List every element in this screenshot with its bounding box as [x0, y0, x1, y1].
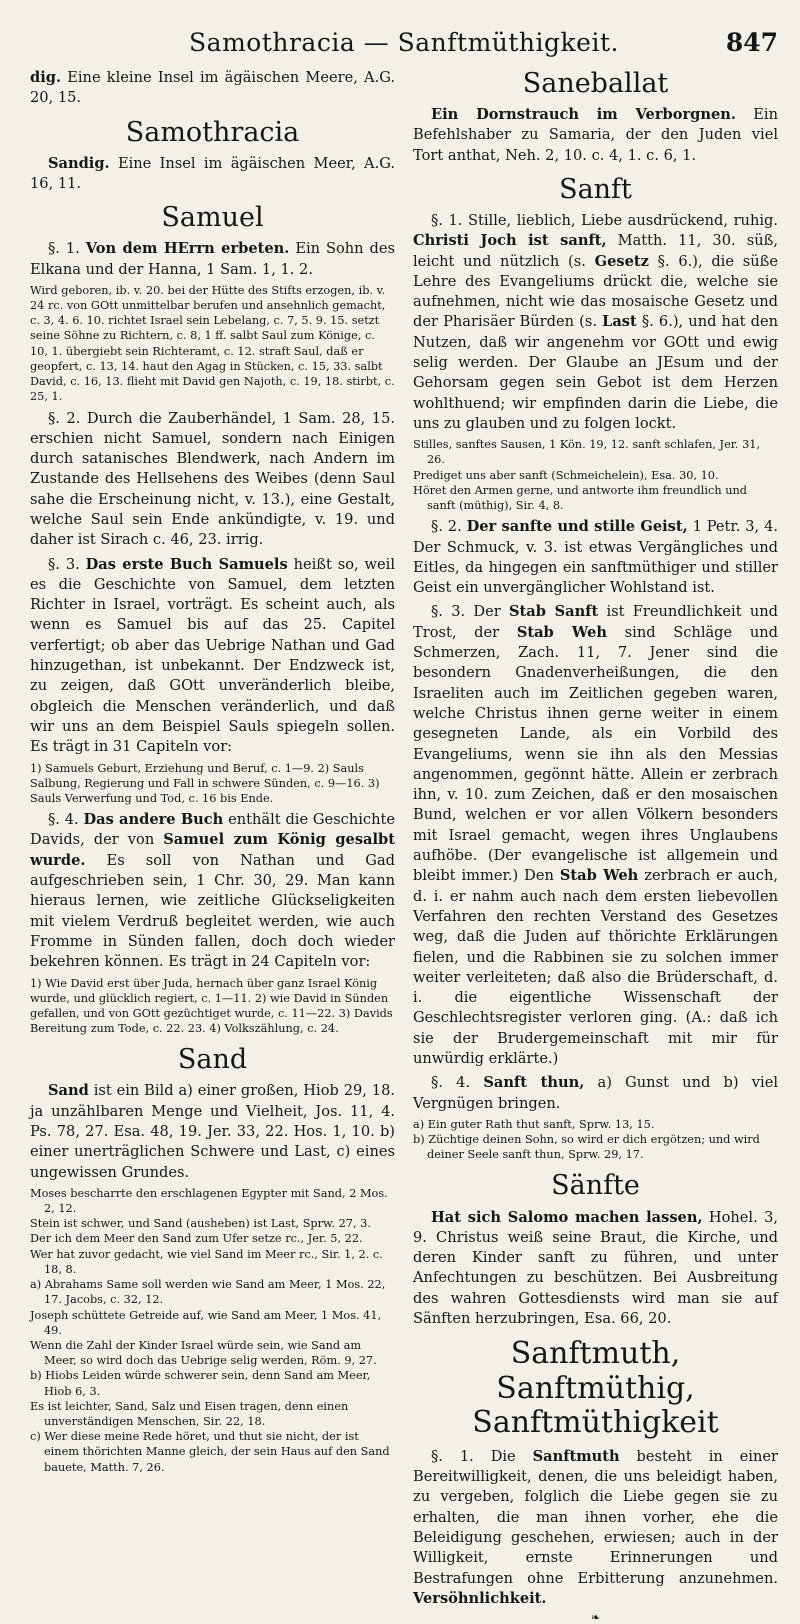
sanft-paragraph-1 [413, 211, 778, 434]
section-number: §. 3. [48, 555, 80, 573]
entry-text: ist Freundlichkeit und Trost, der [413, 603, 778, 641]
note-line: b) Hiobs Leiden würde schwerer sein, denn Sand am Meer, Hiob 6, 3. [30, 1369, 371, 1398]
note-line: Es ist leichter, Sand, Salz und Eisen tragen, denn einen unverständigen Menschen, Sir. 22, 18. [30, 1399, 349, 1428]
samuel-paragraph-4 [30, 810, 395, 972]
entry-keyword: Das andere Buch [83, 811, 224, 829]
entry-keyword: Sand [48, 1082, 89, 1100]
sanft-paragraph-4 [413, 1073, 778, 1114]
entry-text: heißt so, weil es die Geschichte von Samuel, dem letzten Richter in Israel, vorträgt. Es scheint auch, als wenn es Samuel bis auf das 25. Capitel verfertigt; ob aber das Uebrige Nathan und Gad hinzugethan, ist unbekannt. Der Endzweck ist, zu zeigen, daß GOtt unveränderlich bleibe, obgleich die Menschen veränderlich, und daß wir uns an dem Beispiel Sauls spiegeln sollen. Es trägt in 31 Capiteln vor: [30, 555, 396, 756]
samuel-notes-4 [30, 976, 395, 1037]
entry-text: §. 6.), die süße Lehre des Evangeliums drückt die, welche sie aufnehmen, nicht wie das mosaische Gesetz und der Pharisäer Bürden (s. [413, 252, 779, 331]
entry-keyword: Von dem HErrn erbeten. [85, 240, 290, 258]
heading-sanft: Sanft [559, 173, 632, 205]
entry-text: enthält die Geschichte Davids, der von [30, 811, 395, 849]
samuel-paragraph-2: §. 2. Durch die Zauberhändel, 1 Sam. 28, 15. erschien nicht Samuel, sondern nach Einigen durch satanisches Blendwerk, nach Andern im Zustande des Hellsehens des Weibes (denn Saul sahe die Erscheinung nicht, v. 13.), eine Gestalt, welche Saul sein Ende ankündigte, v. 19. und daher ist Sirach c. 46, 23. irrig. [30, 409, 395, 549]
entry-keyword: Christi Joch ist sanft, [413, 232, 607, 250]
entry-keyword: Hat sich Salomo machen lassen, [431, 1208, 703, 1226]
note-line: 1) Wie David erst über Juda, hernach über ganz Israel König wurde, und glücklich regiert, c. 1—11. 2) wie David in Sünden gefallen, und von GOtt gezüchtiget wurde, c. 11—22. 3) Davids Bereitung zum Tode, c. 22. 23. 4) Volkszählung, c. 24. [30, 976, 393, 1036]
heading-saneballat: Saneballat [522, 68, 669, 99]
heading-line: Sanftmuth, Sanftmüthig, [496, 1336, 695, 1406]
samuel-paragraph-3 [30, 555, 395, 758]
section-number: §. 4. [48, 811, 79, 829]
cross-reference: Last [602, 313, 637, 331]
entry-keyword: Stab Sanft [508, 603, 599, 621]
entry-text: Die [473, 1447, 533, 1465]
entry-text: Eine kleine Insel im ägäischen Meere, A.G. 20, 15. [30, 69, 395, 107]
cross-reference: Gesetz [594, 252, 649, 270]
entry-text: Ein Sohn des Elkana und der Hanna, 1 Sam. 1, 1. 2. [30, 240, 396, 278]
page-number: 847 [725, 28, 778, 57]
note-line: Stilles, sanftes Sausen, 1 Kön. 19, 12. sanft schlafen, Jer. 31, 26. [413, 438, 761, 467]
samuel-notes-3 [30, 761, 395, 807]
sanft-notes-4 [413, 1117, 778, 1163]
note-line: c) Wer diese meine Rede höret, und thut sie nicht, der ist einem thörichten Manne gleich, der sein Haus auf den Sand bauete, Matth. 7, 26. [30, 1430, 390, 1474]
left-column [30, 68, 395, 1624]
carryover-entry [30, 68, 395, 109]
sanft-paragraph-3 [413, 602, 778, 1069]
entry-text: zerbrach er auch, d. i. er nahm auch nach dem ersten liebevollen Verfahren den rechten Verstand des Gesetzes weg, daß die Juden auf thörichte Erklärungen fielen, und die Rabbinen sie zu solchen immer weiter verleiteten; daß also die Brüderschaft, d. i. die eigentliche Wissenschaft der Geschlechtsregister verloren ging. (A.: daß ich sie der Brudergemeinschaft mit mir für unwürdig erklärte.) [413, 867, 779, 1067]
entry-keyword: Versöhnlichkeit. [413, 1589, 547, 1607]
entry-text: Matth. 11, 30. süß, leicht und nützlich (s. [413, 232, 778, 270]
entry-keyword: Ein Dornstrauch im Verborgnen. [431, 106, 736, 124]
entry-keyword: Stab Weh [559, 867, 639, 885]
entry-keyword: Sanft thun, [483, 1074, 585, 1092]
entry-text: a) Gunst und b) viel Vergnügen bringen. [413, 1074, 779, 1112]
entry-keyword: Sandig. [48, 154, 110, 172]
note-line: 1) Samuels Geburt, Erziehung und Beruf, c. 1—9. 2) Sauls Salbung, Regierung und Fall in schwere Sünden, c. 9—16. 3) Sauls Verwerfung und Tod, c. 16 bis Ende. [30, 761, 380, 805]
note-line: Prediget uns aber sanft (Schmeichelein), Esa. 30, 10. [413, 468, 719, 482]
entry-keyword: Stab Weh [516, 623, 607, 641]
section-number: §. 1. [431, 211, 463, 229]
entry-keyword: Das erste Buch Samuels [85, 555, 288, 573]
sand-paragraph [30, 1081, 395, 1182]
section-number: §. 1. [431, 1447, 474, 1465]
entry-text: Hohel. 3, 9. Christus weiß seine Braut, die Kirche, und deren Kinder sanft zu führen, und unter Anfechtungen zu beschützen. Bei Ausbreitung des wahren Gottesdiensts wird man sie auf Sänften herzubringen, Esa. 66, 20. [413, 1208, 778, 1328]
sanft-paragraph-2 [413, 517, 778, 598]
entry-text: Es soll von Nathan und Gad aufgeschrieben sein, 1 Chr. 30, 29. Man kann hieraus lernen, wie zeitliche Glückseligkeiten mit vielem Verdruß begleitet werden, wie auch Fromme in Sünden fallen, doch doch wieder bekehren können. Es trägt in 24 Capiteln vor: [30, 851, 395, 971]
heading-samothracia: Samothracia [125, 116, 300, 148]
samuel-paragraph-1 [30, 239, 395, 280]
note-line: Stein ist schwer, und Sand (ausheben) ist Last, Sprw. 27, 3. [30, 1217, 371, 1231]
entry-text: Eine Insel im ägäischen Meer, A.G. 16, 11. [30, 154, 395, 192]
entry-text: Stille, lieblich, Liebe ausdrückend, ruhig. [462, 211, 779, 229]
section-number: §. 4. [431, 1074, 471, 1092]
entry-keyword: Samuel zum König gesalbt wurde. [30, 831, 395, 869]
two-column-body [30, 68, 778, 1624]
entry-keyword: Der sanfte und stille Geist, [466, 518, 688, 536]
entry-text: §. 6.), und hat den Nutzen, daß wir angenehm vor GOtt und ewig selig werden. Der Glaube an JEsum und der Gehorsam gegen sein Gebot ist dem Herzen wohlthuend; wir empfinden darin die Liebe, die uns zu glauben und zu folgen lockt. [413, 313, 778, 432]
right-column [413, 68, 778, 1624]
samothracia-entry [30, 154, 395, 195]
running-title: Samothracia — Sanftmüthigkeit. [189, 28, 619, 57]
entry-keyword: Sanftmuth [532, 1447, 620, 1465]
saenfte-entry [413, 1208, 778, 1330]
note-line: Wenn die Zahl der Kinder Israel würde sein, wie Sand am Meer, so wird doch das Uebrige selig werden, Röm. 9, 27. [30, 1338, 377, 1368]
sand-notes [30, 1186, 395, 1475]
running-head [30, 28, 778, 68]
section-number: §. 1. [48, 240, 80, 258]
note-line: a) Abrahams Same soll werden wie Sand am Meer, 1 Mos. 22, 17. Jacobs, c. 32, 12. [30, 1278, 386, 1307]
entry-text: Ein Befehlshaber zu Samaria, der den Juden viel Tort anthat, Neh. 2, 10. c. 4, 1. c. 6, 1. [413, 106, 778, 164]
note-line: Der ich dem Meer den Sand zum Ufer setze rc., Jer. 5, 22. [30, 1232, 363, 1246]
section-number: §. 2. [431, 518, 462, 536]
samuel-notes-1 [30, 283, 395, 405]
entry-text: 1 Petr. 3, 4. Der Schmuck, v. 3. ist etwas Vergängliches und Eitles, da hingegen ein sanftmüthiger und stiller Geist ein unvergänglicher Wohlstand ist. [413, 518, 778, 597]
heading-sand: Sand [177, 1044, 248, 1076]
sanft-notes-1 [413, 437, 778, 513]
note-line: Wer hat zuvor gedacht, wie viel Sand im Meer rc., Sir. 1, 2. c. 18, 8. [30, 1247, 383, 1276]
entry-text: Der [465, 603, 509, 621]
note-line: b) Züchtige deinen Sohn, so wird er dich ergötzen; und wird deiner Seele sanft thun, Sprw. 29, 17. [413, 1133, 760, 1162]
entry-text: sind Schläge und Schmerzen, Zach. 11, 7. Jener sind die besondern Gnadenverheißungen, die den Israeliten auch im Zeitlichen gegeben waren, welche Christus ihnen gerne weiter in einem gesegneten Lande, als ein Vorbild des Evangeliums, wenn sie ihn als den Messias angenommen, gegönnt hätte. Allein er zerbrach ihn, v. 10. zum Zeichen, daß er den mosaischen Bund, welchen er vor allen Völkern besonders mit Israel gemacht, wegen ihres Unglaubens aufhöbe. (Der evangelische ist allgemein und bleibt immer.) Den [413, 623, 778, 885]
note-line: Joseph schüttete Getreide auf, wie Sand am Meer, 1 Mos. 41, 49. [30, 1308, 382, 1337]
heading-line: Sanftmüthigkeit [472, 1405, 719, 1441]
note-line: Wird geboren, ib. v. 20. bei der Hütte des Stifts erzogen, ib. v. 24 rc. von GOtt unmittelbar berufen und ansehnlich gemacht, c. 3, 4. 6. 10. richtet Israel sein Lebelang, c. 7, 5. 9. 15. setzt seine Söhne zu Richtern, c. 8, 1 ff. salbt Saul zum Könige, c. 10, 1. übergiebt sein Richteramt, c. 12. straft Saul, daß er geopfert, c. 13, 14. haut den Agag in Stücken, c. 15, 33. salbt David, c. 16, 13. flieht mit David gen Najoth, c. 19, 18. stirbt, c. 25, 1. [30, 283, 395, 404]
section-number: §. 3. [431, 603, 466, 621]
note-line: Moses bescharrte den erschlagenen Egypter mit Sand, 2 Mos. 2, 12. [30, 1186, 388, 1216]
entry-keyword: dig. [30, 69, 62, 86]
sanftmuth-paragraph-1 [413, 1447, 778, 1609]
entry-text: besteht in einer Bereitwilligkeit, denen, die uns beleidigt haben, zu vergeben, folglich die Liebe gegen sie zu erhalten, die man ihnen vorher, ehe die Beleidigung geschehen, erwiesen; auch in der Willigkeit, ernste Erinnerungen und Bestrafungen ohne Erbitterung anzunehmen. [413, 1447, 778, 1587]
heading-sanftmuth [413, 1337, 778, 1441]
heading-saenfte: Sänfte [551, 1170, 640, 1202]
fleuron-ornament: ❧ [590, 1611, 601, 1624]
heading-samuel: Samuel [161, 202, 264, 234]
note-line: Höret den Armen gerne, und antworte ihm freundlich und sanft (müthig), Sir. 4, 8. [413, 483, 747, 513]
saneballat-entry [413, 105, 778, 166]
note-line: a) Ein guter Rath thut sanft, Sprw. 13, 15. [413, 1117, 655, 1131]
entry-text: ist ein Bild a) einer großen, Hiob 29, 18. ja unzählbaren Menge und Vielheit, Jos. 11, 4. Ps. 78, 27. Esa. 48, 19. Jer. 33, 22. Hos. 1, 10. b) einer unerträglichen Schwere und Last, c) eines ungewissen Grundes. [30, 1082, 395, 1181]
